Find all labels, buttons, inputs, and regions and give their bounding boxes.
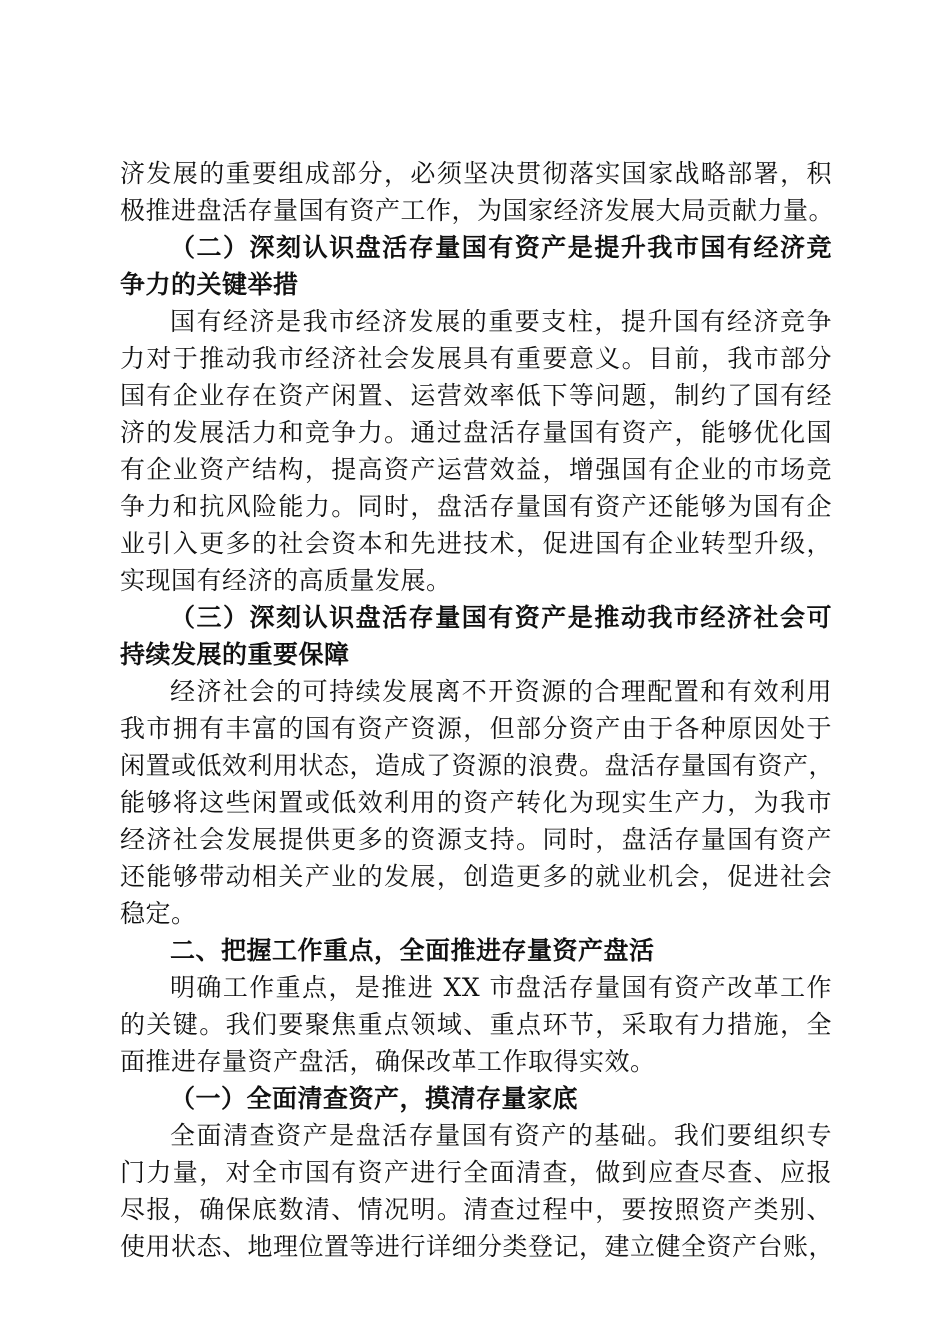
- section-heading: （一）全面清查资产，摸清存量家底: [170, 1084, 579, 1113]
- text-line: 国有企业存在资产闲置、运营效率低下等问题，制约了国有经: [120, 381, 832, 410]
- text-line: 尽报，确保底数清、情况明。清查过程中，要按照资产类别、: [120, 1195, 832, 1224]
- text-line: 使用状态、地理位置等进行详细分类登记，建立健全资产台账，: [120, 1232, 835, 1261]
- text-line: 济发展的重要组成部分，必须坚决贯彻落实国家战略部署，积: [120, 159, 832, 188]
- text-line: 能够将这些闲置或低效利用的资产转化为现实生产力，为我市: [120, 788, 832, 817]
- text-line: 明确工作重点，是推进 XX 市盘活存量国有资产改革工作: [170, 973, 832, 1002]
- chapter-heading: 二、把握工作重点，全面推进存量资产盘活: [170, 936, 655, 965]
- text-line: 极推进盘活存量国有资产工作，为国家经济发展大局贡献力量。: [120, 196, 835, 225]
- text-line: 稳定。: [120, 899, 197, 928]
- text-line: 全面清查资产是盘活存量国有资产的基础。我们要组织专: [170, 1121, 832, 1150]
- text-line: 力对于推动我市经济社会发展具有重要意义。目前，我市部分: [120, 344, 832, 373]
- text-line: 经济社会发展提供更多的资源支持。同时，盘活存量国有资产: [120, 825, 832, 854]
- text-line: 业引入更多的社会资本和先进技术，促进国有企业转型升级，: [120, 529, 832, 558]
- text-line: 还能够带动相关产业的发展，创造更多的就业机会，促进社会: [120, 862, 832, 891]
- text-line: 实现国有经济的高质量发展。: [120, 566, 452, 595]
- text-line: 经济社会的可持续发展离不开资源的合理配置和有效利用: [170, 677, 832, 706]
- text-line: 有企业资产结构，提高资产运营效益，增强国有企业的市场竞: [120, 455, 832, 484]
- text-line: 闲置或低效利用状态，造成了资源的浪费。盘活存量国有资产，: [120, 751, 835, 780]
- text-line: 我市拥有丰富的国有资产资源，但部分资产由于各种原因处于: [120, 714, 832, 743]
- text-line: 的关键。我们要聚焦重点领域、重点环节，采取有力措施，全: [120, 1010, 832, 1039]
- text-line: 争力和抗风险能力。同时，盘活存量国有资产还能够为国有企: [120, 492, 832, 521]
- section-heading: （二）深刻认识盘活存量国有资产是提升我市国有经济竞: [170, 233, 832, 262]
- text-line: 国有经济是我市经济发展的重要支柱，提升国有经济竞争: [170, 307, 832, 336]
- text-line: 门力量，对全市国有资产进行全面清查，做到应查尽查、应报: [120, 1158, 832, 1187]
- section-heading: 争力的关键举措: [120, 270, 299, 299]
- text-line: 面推进存量资产盘活，确保改革工作取得实效。: [120, 1047, 656, 1076]
- section-heading: （三）深刻认识盘活存量国有资产是推动我市经济社会可: [170, 603, 832, 632]
- section-heading: 持续发展的重要保障: [120, 640, 350, 669]
- text-line: 济的发展活力和竞争力。通过盘活存量国有资产，能够优化国: [120, 418, 832, 447]
